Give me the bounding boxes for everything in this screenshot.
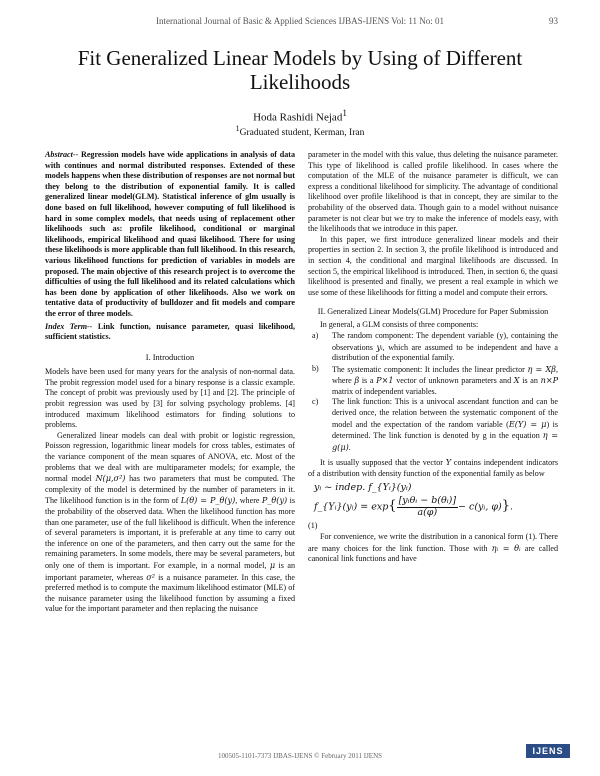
index-terms-text: Link function, nuisance parameter, quasi likelihood, sufficient statistics. — [45, 321, 296, 342]
right-column — [308, 150, 558, 565]
index-terms — [45, 322, 295, 343]
affil-sup: 1 — [235, 124, 240, 133]
left-column — [45, 150, 295, 615]
item-text: The systematic component: It includes the linear predictor — [332, 364, 525, 374]
abstract — [45, 150, 295, 320]
abstract-text: Regression models have wide applications in analysis of data with continues and normal distributed responses. Extended of these models happens when these distribution of responses are not normal but they belong to the distribution of exponential family. It is called generalized linear model(GLM). Statistical inference of glm usually is done based on full likelihood, however computing of full likelihood is hard in some complex models, that needs using of replacement other likelihoods such as: profile likelihood, conditional or marginal likelihoods, empirical likelihood and quasi likelihood. There for using these likelihoods is more applicable than full likelihood. In this research, various likelihood functions for prediction of variables in models are proposed. The main objective of this research project is to overcome the difficulties of using the full likelihood and its related calculations which has been done by application of other likelihoods. Also we work on tentative data of productivity of bulldozer and fit models and compare the error of three models. — [45, 150, 295, 318]
item-text: ) is determined. The link function is denoted by g in the equation — [332, 419, 558, 441]
item-math: P×1 — [376, 375, 394, 386]
running-header: International Journal of Basic & Applied Sciences IJBAS-IJENS Vol: 11 No: 01 — [155, 16, 445, 26]
abstract-label: Abstract-- — [45, 150, 79, 159]
author-sup: 1 — [342, 108, 347, 118]
eq-denominator: a(φ) — [417, 506, 438, 518]
item-math: β — [354, 375, 360, 386]
eq-lhs: f_{Yᵢ}(yᵢ) = exp — [314, 501, 389, 513]
author-line — [0, 108, 600, 124]
eta-math: ηᵢ = θᵢ — [491, 542, 521, 553]
glm-intro: In general, a GLM consists of three components: — [320, 320, 479, 330]
affiliation-text: Graduated student, Kerman, Iran — [239, 128, 365, 139]
p2e: is an important parameter, whereas — [45, 560, 295, 582]
author-name: Hoda Rashidi Nejad — [253, 111, 343, 124]
section-2-heading: II. Generalized Linear Models(GLM) Procedure for Paper Submission — [317, 307, 549, 317]
item-math: n×P — [540, 375, 559, 386]
eq-tail: − c(yᵢ, φ) — [458, 501, 502, 513]
density-paragraph — [308, 457, 558, 479]
paper-title: Fit Generalized Linear Models by Using of Different Likelihoods — [77, 46, 523, 94]
item-text: is an — [522, 376, 538, 386]
p2f: is a nuisance parameter. In this case, the preferred method is to compute the maximum likelihood estimator (MLE) of the nuisance parameter using the likelihood function by assuming a fixed value for the important parameter and then replacing the nuisance — [45, 572, 295, 614]
indep-equation: yᵢ ~ indep. f_{Yᵢ}(yᵢ) — [314, 481, 412, 493]
item-math: η = g(μ) — [332, 430, 558, 452]
sigma-math: σ² — [146, 571, 155, 582]
index-terms-label: Index Term-- — [45, 321, 93, 331]
list-label: b) — [312, 363, 319, 373]
page-footer: 100505-1101-7373 IJBAS-IJENS © February 2011 IJENS — [217, 752, 383, 760]
eq-numerator: [yᵢθᵢ − b(θᵢ)] — [398, 495, 457, 507]
p2b: has two parameters that must be computed. The complexity of the model is determined by the number of parameters in it. The likelihood function is in the form of — [45, 474, 295, 506]
item-text: , which are assumed to be independent and have a distribution of the exponential family. — [332, 342, 558, 363]
item-text: vector of unknown parameters and — [396, 376, 512, 386]
intro-paragraph-2 — [45, 431, 295, 615]
canonical-paragraph — [308, 532, 558, 565]
normal-model-math: N(μ,σ²) — [95, 473, 126, 484]
item-text: . — [348, 442, 351, 452]
affiliation — [0, 124, 600, 138]
item-math: X — [513, 375, 520, 386]
ijens-logo: IJENS — [526, 744, 570, 758]
item-text: is a — [361, 376, 374, 386]
eq-fraction — [397, 496, 458, 518]
list-item — [308, 331, 558, 364]
vec-text: contains independent indicators of a distribution with density function of the exponential family as below — [308, 458, 558, 479]
p2a: Generalized linear models can deal with probit or logistic regression, Poisson regression, logarithmic linear models for cross tables, estimates of the variance component of the mean squares of ANOVA, etc. Most of the problems that we deal with are multiparameter models; for example, the normal model — [45, 430, 295, 484]
vec-text: It is usually supposed that the vector — [320, 458, 443, 468]
item-math: η = Xβ — [527, 363, 556, 374]
mu-math: μ — [269, 559, 276, 570]
intro-paragraph-1: Models have been used for many years for the analysis of non-normal data. The probit regression model used for a binary response is a classic example. The concept of probit was previously used by [1] and [2]. The principle of probit regression was used by [3] for solving psychology problems. [4] introduced maximum likelihood estimators for finding solutions to problems. — [45, 367, 295, 430]
glm-components-list — [308, 331, 558, 454]
list-label: c) — [312, 397, 319, 407]
item-math: yᵢ — [376, 341, 383, 352]
page-number: 93 — [549, 16, 558, 26]
right-paragraph-1: parameter in the model with this value, thus deleting the nuisance parameter. This type of likelihood is called profile likelihood. In cases where the computation of the MLE of the nuisance parameter is difficult, we can express a conditional likelihood for simplicity. The advantage of conditional likelihood over profile likelihood is that in concept, they are similar to the probability of the observed data. Though gain to a model without nuisance parameter is not clear but we try to make the inference of models easy, with the likelihoods that we introduce in this paper. — [308, 150, 558, 234]
item-text: , where — [332, 364, 558, 386]
likelihood-math: L(θ) = P_θ(y) — [180, 495, 236, 506]
item-text: The link function: This is a univocal ascendant function and can be derived once, the relation between the systematic component of the model and the expectation of the random variable ( — [332, 397, 558, 429]
p2d: is the probability of the observed data. When the likelihood function has more than one parameter, use of the full likelihood is difficult. When the inference of several parameters is important, it is preferable at any time to carry out the inference on one of the parameters, and then carry out the same for the remaining parameters. In some models, there may be several parameters, but only one of them is important. For example, in a normal model, — [45, 496, 296, 570]
canon-text: are called canonical link functions and have — [308, 543, 559, 564]
right-paragraph-2: In this paper, we first introduce generalized linear models and their properties in section 2. In section 3, the profile likelihood is introduced and in section 4, the conditional and marginal likelihoods are discussed. In section 5, the empirical likelihood is introduced. Then, in section 6, the quasi likelihood is presented and finally, we present a real example in which we use some of these likelihoods for fitting a model and compute their errors. — [308, 234, 558, 297]
density-equation: f_{Yᵢ}(yᵢ) = exp{ $\frac{\text{[yᵢθᵢ − b(θᵢ)]}}{a(\varphi)}$ − c(yᵢ, φ)}. — [314, 495, 514, 518]
equation-label: (1) — [308, 521, 318, 531]
list-item — [308, 397, 558, 453]
item-text: matrix of independent variables. — [332, 386, 437, 396]
ptheta-math: P_θ(y) — [261, 495, 288, 506]
item-text: The random component: The dependent variable (y), containing the observations — [332, 330, 558, 352]
canon-text: For convenience, we write the distribution in a canonical form (1). There are many choices for the link function. Those with — [308, 532, 558, 553]
p2c: , where — [235, 496, 260, 506]
section-1-heading: I. Introduction — [145, 352, 195, 362]
item-math: E(Y) = μ — [508, 418, 547, 429]
list-item — [308, 364, 558, 398]
list-label: a) — [312, 330, 319, 340]
y-math: Y — [445, 457, 452, 468]
